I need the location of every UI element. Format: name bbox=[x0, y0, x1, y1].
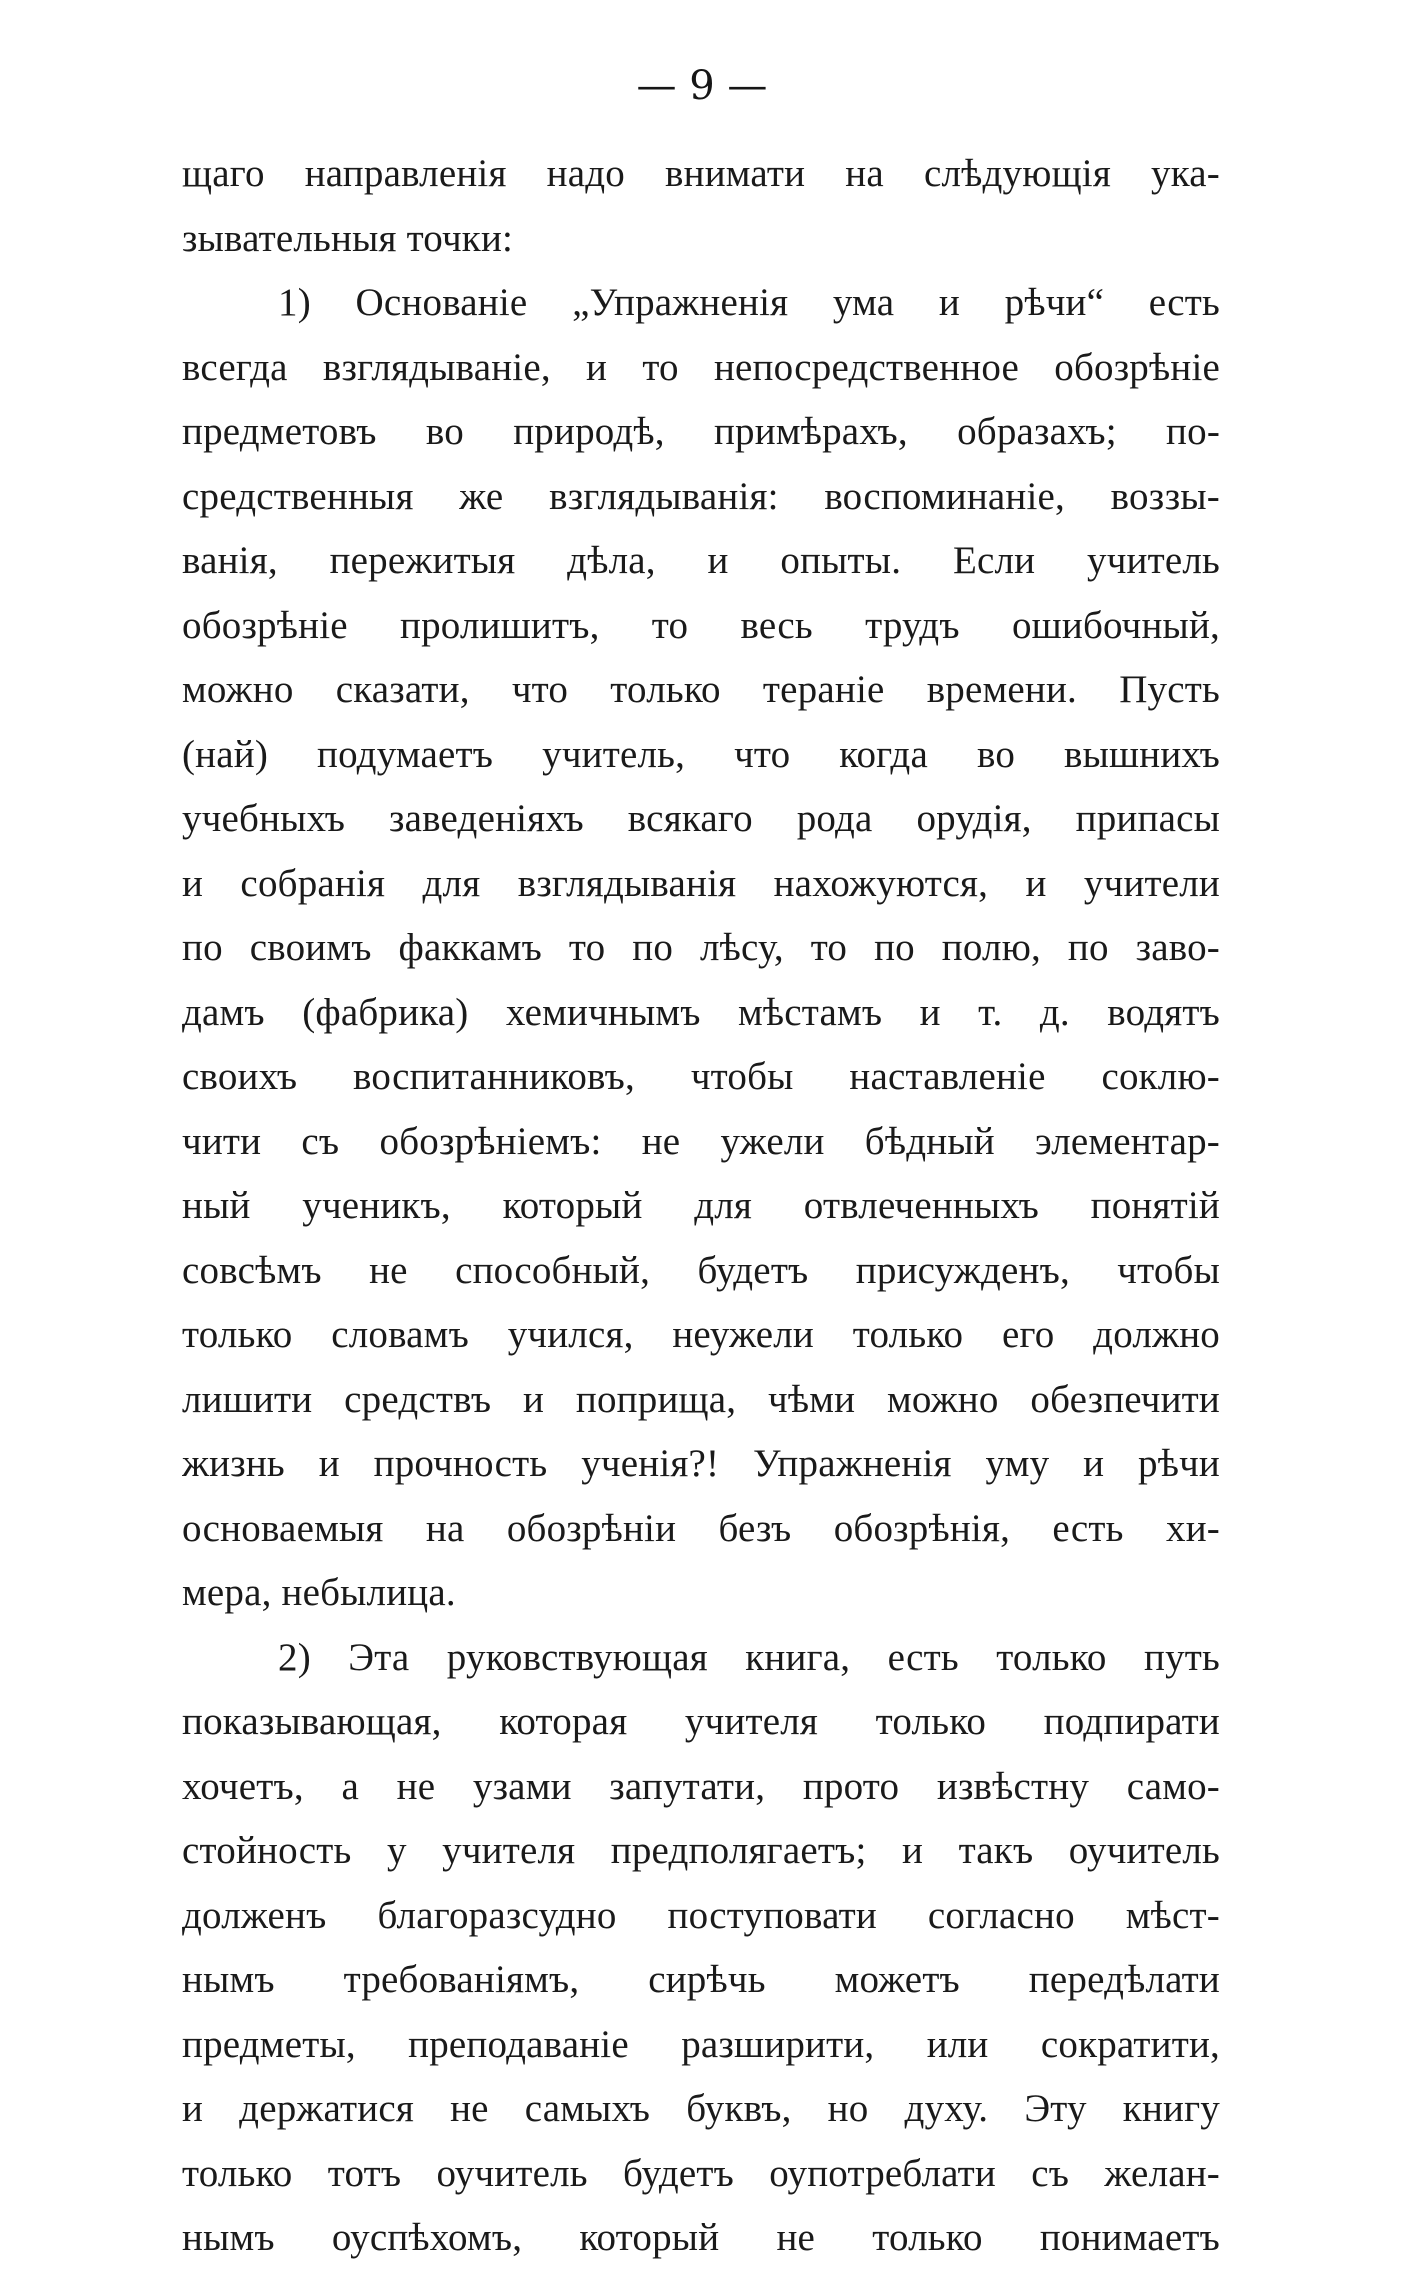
text-line: зывательныя точки: bbox=[182, 216, 514, 260]
text-line: жизнь и прочность ученія?! Упражненія уму и рѣчи bbox=[182, 1442, 1220, 1485]
text-line: стойность у учителя предполягаетъ; и такъ оучитель bbox=[182, 1829, 1220, 1872]
text-line: предметы, преподаваніе разширити, или сократити, bbox=[182, 2022, 1220, 2066]
text-line: ный ученикъ, который для отвлеченныхъ понятій bbox=[182, 1184, 1220, 1227]
text-line: ванія, пережитыя дѣла, и опыты. Если учитель bbox=[182, 539, 1220, 582]
text-line: основаемыя на обозрѣніи безъ обозрѣнія, есть хи- bbox=[182, 1506, 1220, 1550]
paragraph-2-first-line: 2) Эта руковствующая книга, есть только путь bbox=[278, 1635, 1220, 1679]
text-line: средственныя же взглядыванія: воспоминаніе, воззы- bbox=[182, 474, 1220, 518]
text-line: и держатися не самыхъ буквъ, но духу. Эту книгу bbox=[182, 2087, 1220, 2130]
text-line: лишити средствъ и поприща, чѣми можно обезпечити bbox=[182, 1377, 1220, 1421]
text-line: можно сказати, что только тераніе времени. Пусть bbox=[182, 668, 1220, 711]
text-line: предметовъ во природѣ, примѣрахъ, образахъ; по- bbox=[182, 410, 1220, 453]
text-line: всегда взглядываніе, и то непосредственное обозрѣніе bbox=[182, 345, 1220, 389]
text-line: (най) подумаетъ учитель, что когда во вышнихъ bbox=[182, 732, 1220, 776]
text-line: и собранія для взглядыванія нахожуются, и учители bbox=[182, 861, 1220, 905]
paragraph-1-last-line: мера, небылица. bbox=[182, 1571, 456, 1614]
text-line: своихъ воспитанниковъ, чтобы наставленіе соклю- bbox=[182, 1055, 1220, 1098]
text-line: только тотъ оучитель будетъ оупотреблати съ желан- bbox=[182, 2151, 1220, 2195]
text-line: дамъ (фабрика) хемичнымъ мѣстамъ и т. д. водятъ bbox=[182, 990, 1220, 1034]
text-line: обозрѣніе пролишитъ, то весь трудъ ошибочный, bbox=[182, 603, 1220, 647]
text-line: чити съ обозрѣніемъ: не ужели бѣдный элементар- bbox=[182, 1119, 1220, 1163]
text-line: нымъ оуспѣхомъ, который не только понимаетъ bbox=[182, 2216, 1220, 2259]
text-line: только словамъ учился, неужели только его должно bbox=[182, 1313, 1220, 1356]
page-number: — 9 — bbox=[636, 63, 768, 109]
text-line: совсѣмъ не способный, будетъ присужденъ, чтобы bbox=[182, 1248, 1220, 1292]
text-line: хочетъ, а не узами запутати, прото извѣстну само- bbox=[182, 1764, 1220, 1808]
text-line: по своимъ факкамъ то по лѣсу, то по полю, по заво- bbox=[182, 926, 1220, 969]
paragraph-1-first-line: 1) Основаніе „Упражненія ума и рѣчи“ есть bbox=[278, 281, 1220, 324]
text-line: щаго направленія надо внимати на слѣдующія ука- bbox=[182, 152, 1220, 195]
text-line: нымъ требованіямъ, сирѣчь можетъ передѣлати bbox=[182, 1958, 1220, 2001]
page-body-text bbox=[182, 142, 1220, 2271]
text-line: показывающая, которая учителя только подпирати bbox=[182, 1700, 1220, 1743]
text-line: учебныхъ заведеніяхъ всякаго рода орудія, припасы bbox=[182, 797, 1220, 840]
text-line: долженъ благоразсудно поступовати согласно мѣст- bbox=[182, 1893, 1220, 1937]
